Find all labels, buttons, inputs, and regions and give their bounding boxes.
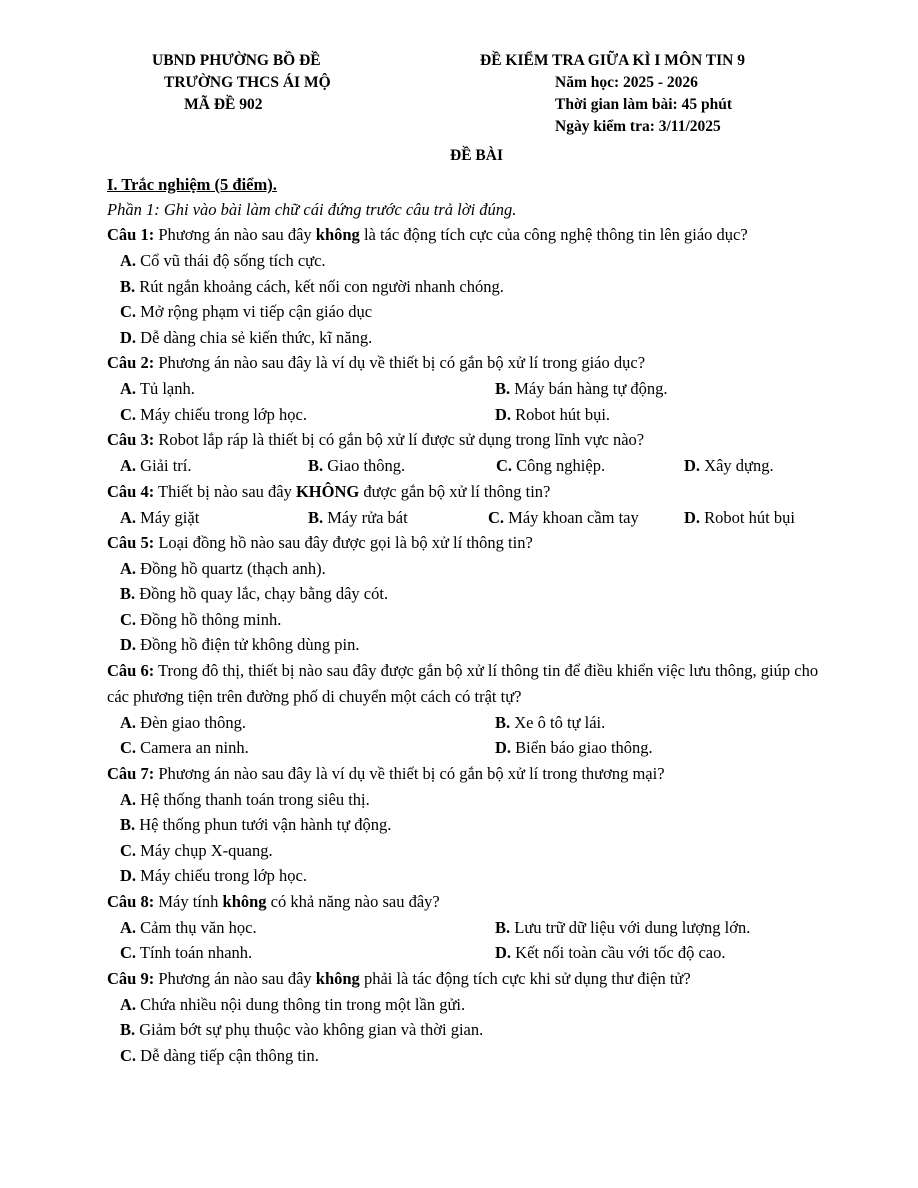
- option-c: [488, 505, 684, 530]
- option-b: [107, 581, 827, 607]
- option-d: [684, 453, 774, 479]
- option-key: C.: [120, 1045, 137, 1065]
- option-text: Máy chiếu trong lớp học.: [136, 866, 307, 885]
- question-6: [107, 658, 827, 710]
- option-key: A.: [120, 994, 137, 1014]
- option-key: B.: [495, 379, 511, 398]
- section-heading: I. Trắc nghiệm (5 điểm).: [107, 175, 277, 194]
- question-5: [107, 530, 827, 556]
- option-key: D.: [495, 738, 512, 757]
- question-label: Câu 4:: [107, 481, 155, 501]
- question-text: Trong đô thị, thiết bị nào sau đây được gắn bộ xử lí thông tin để điều khiển việc lưu thông, giúp cho các phương tiện trên đường phố di chuyển một cách có trật tự?: [107, 660, 819, 706]
- option-text: Máy chiếu trong lớp học.: [136, 404, 307, 424]
- option-d: [107, 325, 827, 351]
- option-text: Hệ thống thanh toán trong siêu thị.: [136, 789, 370, 809]
- question-text: có khả năng nào sau đây?: [266, 891, 440, 911]
- option-text: Tủ lạnh.: [136, 379, 195, 398]
- instruction: Phần 1: Ghi vào bài làm chữ cái đứng trước câu trả lời đúng.: [107, 200, 517, 219]
- option-c: [107, 838, 827, 864]
- option-key: B.: [120, 584, 136, 603]
- option-a: [120, 710, 495, 736]
- option-key: D.: [684, 456, 701, 475]
- question-emphasis: KHÔNG: [295, 481, 360, 501]
- option-c: [120, 402, 495, 428]
- option-key: A.: [120, 379, 137, 398]
- option-a: [107, 992, 827, 1018]
- option-text: Robot hút bụi.: [511, 404, 611, 424]
- options-row: [107, 915, 827, 941]
- question-emphasis: không: [315, 968, 360, 988]
- school-header: [142, 50, 331, 116]
- option-a: [120, 453, 308, 479]
- page-title: ĐỀ BÀI: [450, 147, 503, 164]
- options-row: [107, 402, 827, 428]
- option-b: [107, 1017, 827, 1043]
- option-b: [495, 710, 605, 736]
- option-key: D.: [495, 404, 512, 424]
- question-label: Câu 9:: [107, 968, 155, 988]
- question-text: được gắn bộ xử lí thông tin?: [359, 481, 551, 501]
- option-key: B.: [308, 507, 324, 527]
- options-row: [107, 376, 827, 402]
- option-c: [120, 735, 495, 761]
- option-key: C.: [120, 840, 137, 860]
- option-text: Công nghiệp.: [512, 456, 606, 475]
- options-row: [107, 710, 827, 736]
- option-key: D.: [120, 327, 137, 347]
- option-a: [120, 915, 495, 941]
- option-key: A.: [120, 456, 137, 475]
- question-8: [107, 889, 827, 915]
- school-year: Năm học: 2025 - 2026: [555, 74, 698, 91]
- option-c: [120, 940, 495, 966]
- option-key: C.: [120, 609, 137, 629]
- option-key: A.: [120, 507, 137, 527]
- option-b: [308, 453, 496, 479]
- option-text: Đồng hồ thông minh.: [136, 609, 282, 629]
- option-c: [496, 453, 684, 479]
- option-text: Cảm thụ văn học.: [136, 917, 257, 937]
- option-text: Mở rộng phạm vi tiếp cận giáo dục: [136, 302, 373, 321]
- option-d: [495, 402, 610, 428]
- question-emphasis: không: [222, 891, 267, 911]
- option-text: Giải trí.: [136, 456, 192, 475]
- option-text: Lưu trữ dữ liệu với dung lượng lớn.: [510, 917, 751, 937]
- option-text: Chứa nhiều nội dung thông tin trong một lần gửi.: [136, 994, 466, 1014]
- question-text: là tác động tích cực của công nghệ thông tin lên giáo dục?: [359, 225, 748, 244]
- option-b: [107, 274, 827, 300]
- option-key: B.: [120, 815, 136, 834]
- option-d: [107, 632, 827, 658]
- option-d: [107, 863, 827, 889]
- option-key: D.: [495, 943, 512, 962]
- option-c: [107, 299, 827, 325]
- option-c: [107, 1043, 827, 1069]
- question-7: [107, 761, 827, 787]
- options-row: [107, 735, 827, 761]
- options-row: [107, 940, 827, 966]
- option-key: B.: [308, 456, 324, 475]
- option-b: [107, 812, 827, 838]
- option-text: Máy giặt: [136, 507, 200, 527]
- option-text: Máy bán hàng tự động.: [510, 379, 668, 398]
- option-d: [684, 505, 795, 530]
- option-a: [107, 556, 827, 582]
- option-a: [107, 787, 827, 813]
- question-label: Câu 3:: [107, 430, 155, 449]
- question-label: Câu 5:: [107, 532, 155, 552]
- option-text: Hệ thống phun tưới vận hành tự động.: [135, 815, 392, 834]
- option-key: A.: [120, 917, 137, 937]
- options-row: [107, 505, 827, 530]
- option-text: Camera an ninh.: [136, 738, 249, 757]
- option-text: Máy khoan cầm tay: [504, 507, 639, 527]
- option-text: Đồng hồ quay lắc, chạy bằng dây cót.: [135, 584, 389, 603]
- option-b: [495, 376, 668, 402]
- exam-body: [107, 172, 827, 1068]
- question-2: [107, 350, 827, 376]
- option-d: [495, 735, 653, 761]
- option-key: B.: [120, 276, 136, 296]
- district-name: UBND PHƯỜNG BỒ ĐỀ: [152, 52, 321, 69]
- option-text: Tính toán nhanh.: [136, 943, 253, 962]
- option-text: Robot hút bụi: [700, 507, 795, 527]
- question-text: Phương án nào sau đây là ví dụ về thiết bị có gắn bộ xử lí trong giáo dục?: [154, 353, 646, 372]
- option-a: [107, 248, 827, 274]
- option-b: [308, 505, 488, 530]
- question-text: Phương án nào sau đây: [154, 225, 316, 244]
- exam-header: [480, 50, 745, 138]
- option-text: Giao thông.: [323, 456, 406, 475]
- option-text: Rút ngắn khoảng cách, kết nối con người nhanh chóng.: [135, 276, 504, 296]
- option-c: [107, 607, 827, 633]
- question-label: Câu 8:: [107, 891, 155, 911]
- question-text: Phương án nào sau đây là ví dụ về thiết bị có gắn bộ xử lí trong thương mại?: [154, 763, 665, 783]
- option-text: Đồng hồ điện tử không dùng pin.: [136, 635, 360, 654]
- exam-duration: Thời gian làm bài: 45 phút: [555, 96, 732, 113]
- option-text: Dễ dàng tiếp cận thông tin.: [136, 1045, 319, 1065]
- question-3: [107, 427, 827, 453]
- option-key: C.: [120, 943, 137, 962]
- option-d: [495, 940, 726, 966]
- option-key: A.: [120, 712, 137, 732]
- option-key: C.: [488, 507, 505, 527]
- option-key: C.: [120, 302, 137, 321]
- question-label: Câu 7:: [107, 763, 155, 783]
- question-1: [107, 222, 827, 248]
- exam-date: Ngày kiểm tra: 3/11/2025: [555, 118, 721, 135]
- option-text: Kết nối toàn cầu với tốc độ cao.: [511, 943, 726, 962]
- exam-title: ĐỀ KIỂM TRA GIỮA KÌ I MÔN TIN 9: [480, 52, 745, 69]
- question-label: Câu 2:: [107, 353, 155, 372]
- question-text: phải là tác động tích cực khi sử dụng thư điện tử?: [359, 968, 691, 988]
- option-text: Xe ô tô tự lái.: [510, 712, 606, 732]
- option-text: Giảm bớt sự phụ thuộc vào không gian và thời gian.: [135, 1020, 484, 1039]
- option-text: Cổ vũ thái độ sống tích cực.: [136, 251, 326, 270]
- question-text: Loại đồng hồ nào sau đây được gọi là bộ xử lí thông tin?: [154, 532, 533, 552]
- option-key: A.: [120, 251, 137, 270]
- option-b: [495, 915, 750, 941]
- option-text: Máy rửa bát: [323, 507, 408, 527]
- option-key: B.: [120, 1020, 136, 1039]
- question-emphasis: không: [315, 225, 360, 244]
- option-key: C.: [120, 404, 137, 424]
- option-key: B.: [495, 917, 511, 937]
- option-a: [120, 376, 495, 402]
- question-label: Câu 1:: [107, 225, 155, 244]
- option-text: Đèn giao thông.: [136, 712, 247, 732]
- question-text: Phương án nào sau đây: [154, 968, 316, 988]
- option-text: Đồng hồ quartz (thạch anh).: [136, 558, 326, 578]
- question-4: [107, 479, 827, 505]
- option-a: [120, 505, 308, 530]
- option-text: Dễ dàng chia sẻ kiến thức, kĩ năng.: [136, 327, 373, 347]
- question-text: Máy tính: [154, 891, 223, 911]
- option-key: A.: [120, 558, 137, 578]
- question-text: Thiết bị nào sau đây: [154, 481, 296, 501]
- question-9: [107, 966, 827, 992]
- option-text: Xây dựng.: [700, 456, 774, 475]
- option-key: D.: [684, 507, 701, 527]
- question-text: Robot lắp ráp là thiết bị có gắn bộ xử lí được sử dụng trong lĩnh vực nào?: [154, 430, 645, 449]
- option-key: B.: [495, 712, 511, 732]
- school-name: TRƯỜNG THCS ÁI MỘ: [164, 74, 331, 91]
- option-key: A.: [120, 789, 137, 809]
- option-key: C.: [120, 738, 137, 757]
- option-key: D.: [120, 635, 137, 654]
- exam-code: MÃ ĐỀ 902: [184, 96, 263, 113]
- option-text: Biển báo giao thông.: [511, 738, 653, 757]
- option-key: C.: [496, 456, 513, 475]
- option-key: D.: [120, 866, 137, 885]
- options-row: [107, 453, 827, 479]
- option-text: Máy chụp X-quang.: [136, 840, 273, 860]
- question-label: Câu 6:: [107, 660, 155, 680]
